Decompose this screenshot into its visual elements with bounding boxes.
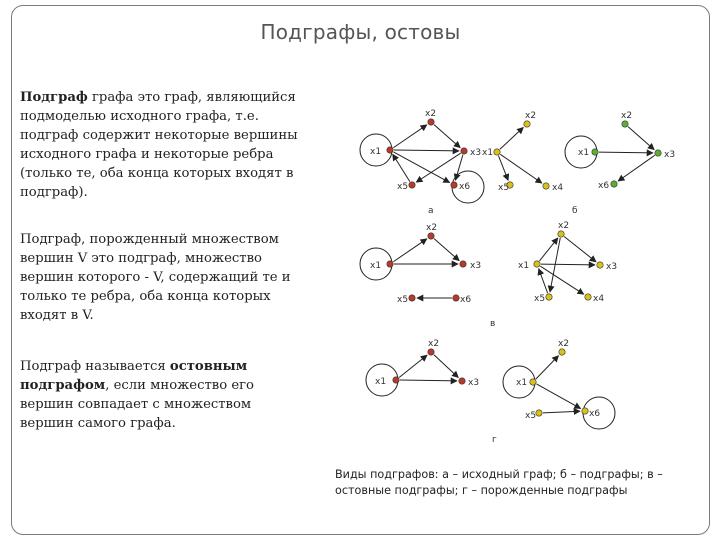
graph-b2-x1-label: x1 — [578, 148, 590, 158]
graph-v1-x2-label: x2 — [426, 223, 438, 233]
slide-title: Подграфы, остовы — [260, 20, 461, 44]
subgraph-definition — [20, 88, 305, 202]
graph-b2-x6-label: x6 — [598, 181, 610, 191]
graph-b1-edge-x1-x4 — [500, 154, 542, 183]
subgraph-definition-text: графа это граф, являющийся подмоделью исходного графа, т.е. подграф содержит некоторые вершины исходного графа и некоторые ребра (только те, оба конца которых входят в подграф). — [20, 90, 298, 200]
graph-b2-x1-vertex — [592, 149, 598, 155]
graph-g1-edge-x2-x3 — [434, 355, 458, 378]
graph-a-x3-label: x3 — [470, 148, 482, 158]
graph-a-x6-vertex — [451, 182, 457, 188]
graph-g2-edge-x1-x6 — [536, 384, 580, 409]
graph-b2-edge-x1-x3 — [599, 152, 653, 153]
graph-b1-x1-vertex — [494, 149, 500, 155]
graph-g1-x2-vertex — [428, 349, 434, 355]
graph-g2-edge-x5-x6 — [543, 411, 580, 413]
graph-v1-x1-label: x1 — [370, 261, 382, 271]
graph-b2-x3-label: x3 — [664, 150, 676, 160]
graph-v2-x4-label: x4 — [593, 294, 605, 304]
graph-v2-x3-label: x3 — [606, 262, 618, 272]
graph-g1-x1-label: x1 — [375, 377, 387, 387]
graph-b2-edge-x2-x3 — [628, 127, 654, 150]
subgraph-term: Подграф — [20, 90, 88, 105]
graph-b2-x6-vertex — [611, 181, 617, 187]
induced-subgraph-text: Подграф, порожденный множеством вершин V это подграф, множество вершин которого - V, содержащий те и только те ребра, оба конца которых входят в V. — [20, 232, 291, 323]
graph-v1-edge-x1-x2 — [393, 239, 427, 262]
figure-part-label-a: а — [428, 206, 434, 216]
graph-b1-x5-label: x5 — [498, 183, 510, 193]
graph-v2-x2-label: x2 — [558, 221, 570, 231]
graph-a-edge-x5-x1 — [393, 154, 410, 181]
graph-a-x1-label: x1 — [370, 147, 382, 157]
graph-v2-x1-vertex — [534, 261, 540, 267]
graph-g2-x2-label: x2 — [558, 339, 570, 349]
graph-v2-edge-x5-x1 — [539, 269, 548, 294]
graph-g1-x3-label: x3 — [468, 378, 480, 388]
graph-v2-x5-label: x5 — [534, 294, 546, 304]
graph-v1-x3-label: x3 — [470, 261, 482, 271]
graph-a-x6-label: x6 — [459, 182, 471, 192]
graph-g2-x5-label: x5 — [525, 411, 537, 421]
graph-b1-x2-vertex — [524, 121, 530, 127]
subgraph-figure — [342, 100, 676, 460]
figure-caption: Виды подграфов: а – исходный граф; б – подграфы; в – остовные подграфы; г – порожденные подграфы — [335, 468, 663, 497]
graph-g1-edge-x1-x2 — [399, 355, 427, 377]
graph-a-x3-vertex — [461, 148, 467, 154]
graph-v2-x4-vertex — [585, 294, 591, 300]
induced-subgraph-definition — [20, 230, 305, 325]
figure-part-label-b: б — [572, 206, 578, 216]
graph-v2-x2-vertex — [558, 231, 564, 237]
graph-g1-x3-vertex — [459, 378, 465, 384]
graph-b2-x3-vertex — [655, 150, 661, 156]
graph-g1-x2-label: x2 — [428, 339, 440, 349]
graph-g1-x1-vertex — [393, 377, 399, 383]
figure-part-label-g: г — [492, 435, 497, 445]
graph-v2-edge-x1-x2 — [539, 238, 557, 261]
graph-b1-edge-x1-x5 — [498, 156, 508, 181]
graph-b1-x2-label: x2 — [525, 111, 537, 121]
graph-v1-x6-label: x6 — [460, 295, 472, 305]
graph-v2-edge-x2-x3 — [564, 236, 596, 261]
figure-part-label-v: в — [490, 319, 496, 329]
graph-b1-x4-vertex — [543, 183, 549, 189]
graph-g2-x6-vertex — [582, 408, 588, 414]
spanning-pre-text: Подграф называется — [20, 359, 170, 374]
graph-a-edge-x3-x6 — [455, 155, 462, 180]
graph-v1-edge-x2-x3 — [434, 239, 459, 261]
graph-g2-x6-label: x6 — [589, 409, 601, 419]
graph-b1-x1-label: x1 — [482, 148, 494, 158]
graph-v1-x3-vertex — [460, 261, 466, 267]
graph-v2-x3-vertex — [597, 262, 603, 268]
spanning-subgraph-definition — [20, 357, 305, 433]
graph-v2-x1-label: x1 — [518, 261, 530, 271]
graph-g2-x2-vertex — [559, 349, 565, 355]
graph-g2-x1-vertex — [530, 379, 536, 385]
graph-a-edge-x2-x3 — [434, 125, 460, 148]
graph-v1-x2-vertex — [428, 233, 434, 239]
graph-g2-x5-vertex — [536, 410, 542, 416]
graph-v1-x5-label: x5 — [397, 295, 409, 305]
graph-b2-edge-x3-x6 — [618, 155, 655, 181]
graph-v1-x6-vertex — [453, 295, 459, 301]
graph-g2-x1-label: x1 — [516, 378, 528, 388]
graph-v1-x5-vertex — [409, 295, 415, 301]
graph-b2-x2-label: x2 — [621, 111, 633, 121]
graph-v1-x1-vertex — [387, 261, 393, 267]
spanning-post-text: , если множество его вершин совпадает с множеством вершин самого графа. — [20, 378, 254, 431]
graph-b2-x2-vertex — [622, 121, 628, 127]
graph-a-x5-label: x5 — [397, 182, 409, 192]
graph-v2-x5-vertex — [546, 294, 552, 300]
graph-a-edge-x1-x2 — [393, 125, 427, 148]
graph-a-x5-vertex — [409, 182, 415, 188]
graph-a-x2-vertex — [428, 119, 434, 125]
graph-g2-edge-x1-x2 — [536, 356, 559, 380]
graph-a-edge-x1-x3 — [394, 150, 459, 151]
graph-g1-edge-x1-x3 — [400, 380, 457, 381]
graph-a-x1-vertex — [387, 147, 393, 153]
graph-a-edge-x1-x6 — [394, 152, 450, 183]
spanning-subgraph-term: остовным подграфом — [20, 359, 248, 393]
graph-a-x2-label: x2 — [425, 109, 437, 119]
graph-b1-x4-label: x4 — [552, 183, 564, 193]
graph-b1-edge-x1-x2 — [500, 127, 523, 149]
graph-v2-edge-x1-x3 — [541, 264, 595, 265]
